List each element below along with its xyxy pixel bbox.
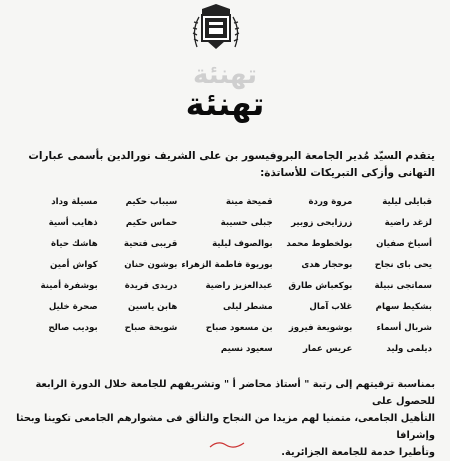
- names-list: [22, 197, 432, 365]
- list-item: دريدى فريدة: [124, 281, 178, 291]
- list-item: لزغد راضية: [384, 218, 432, 228]
- list-item: بوشفرة أمينة: [40, 281, 98, 291]
- list-item: بن مسعود صباح: [205, 323, 273, 333]
- list-item: صحرة خليل: [48, 302, 98, 312]
- list-item: يحى باى نجاح: [374, 260, 432, 270]
- ghost-title: تهنئة: [193, 60, 257, 90]
- list-item: مروة وردة: [308, 197, 353, 207]
- list-item: بوشون حنان: [124, 260, 178, 270]
- list-item: بوشويعة فيروز: [288, 323, 353, 333]
- list-item: قميحة مينة: [225, 197, 273, 207]
- list-item: شربال أسماء: [376, 323, 432, 333]
- list-item: بوالصوف ليلية: [212, 239, 273, 249]
- list-item: شويحة صباح: [124, 323, 178, 333]
- list-item: بوكعباش طارق: [288, 281, 353, 291]
- list-item: قبايلى ليلية: [382, 197, 432, 207]
- list-item: زرزايحى زوبير: [291, 218, 353, 228]
- list-item: مسيلة وداد: [51, 197, 98, 207]
- intro-line: التهانى وأزكى التبريكات للأساتذة:: [260, 167, 435, 179]
- list-item: ديلمى وليد: [386, 344, 432, 354]
- list-item: عبدالعزيز راضية: [205, 281, 273, 291]
- list-item: مشطر ليلى: [222, 302, 273, 312]
- list-item: بشكيط سهام: [375, 302, 432, 312]
- list-item: ذهايب أسية: [48, 218, 98, 228]
- list-item: قريبى فتحية: [123, 239, 178, 249]
- institution-seal-icon: [187, 3, 245, 53]
- list-item: سعيود نسيم: [220, 344, 273, 354]
- closing-line: وتأطيرا خدمة للجامعة الجزائرية.: [281, 447, 435, 458]
- page-title: تهنئة: [185, 85, 265, 123]
- list-item: سماتجى نبيلة: [374, 281, 432, 291]
- list-item: سيباب حكيم: [125, 197, 178, 207]
- list-item: بوريوة فاطمة الزهراء: [181, 260, 273, 270]
- list-item: هابن ياسين: [128, 302, 178, 312]
- list-item: جبلى حسيبة: [220, 218, 273, 228]
- list-item: هاشك حياة: [51, 239, 98, 249]
- list-item: أسياخ صفيان: [376, 239, 432, 249]
- list-item: بوحجار هدى: [301, 260, 353, 270]
- list-item: عريس عمار: [302, 344, 353, 354]
- closing-line: بمناسبة ترقيتهم إلى رتبة " أستاذ محاضر أ " وتشريفهم للجامعة خلال الدورة الرابعة للحصول على: [35, 379, 435, 407]
- list-item: حماس حكيم: [125, 218, 178, 228]
- intro-paragraph: [15, 148, 435, 182]
- closing-line: التأهيل الجامعى، متمنيا لهم مزيدا من النجاح والتألق فى مشوارهم الجامعى تكوينا وبحثا وإشرافا: [16, 413, 435, 441]
- intro-line: يتقدم السيّد مُدير الجامعة البروفيسور بن على الشريف نورالدين بأسمى عبارات: [28, 150, 435, 162]
- list-item: كواش أمين: [49, 260, 98, 270]
- signature-mark: [208, 439, 248, 449]
- list-item: بوديب صالح: [48, 323, 98, 333]
- list-item: غلاب آمال: [309, 302, 353, 312]
- list-item: بولخطوط محمد: [286, 239, 353, 249]
